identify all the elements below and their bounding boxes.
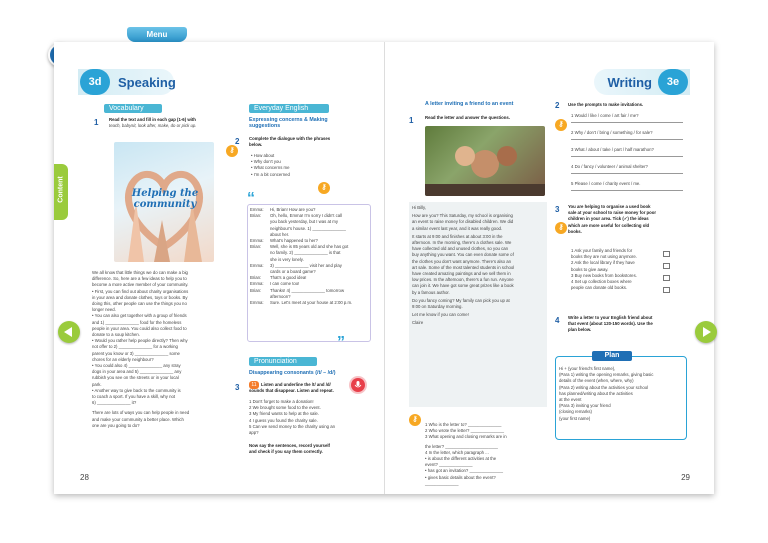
pronunciation-sentences: 1 Don't forget to make a donation! 2 We brought some food to the event. 3 My friend wants to help at the sale. 4 I guess you found the charity sale. 5 Can we send money to the charity using an app? [249, 399, 335, 436]
letter-subhead: A letter inviting a friend to an event [425, 101, 514, 107]
dialogue-text: Hi, Brian! How are you? [270, 207, 316, 212]
next-page-button[interactable] [695, 321, 717, 343]
dialogue-text: afternoon? [270, 293, 291, 299]
prompt-item: 4 Do / fancy / volunteer / animal shelter? [571, 164, 648, 169]
phrase-options: • How about • Why don't you • What concerns me • I'm a bit concerned [251, 153, 290, 177]
question-line: • is about the different activities at the [425, 456, 497, 462]
dialogue-text: you back yesterday, but I was at my [270, 219, 338, 225]
letter-line: low prices. In the afternoon, there's a fun run. Anyone [412, 277, 514, 283]
plan-line: (Para 3) inviting your friend [559, 403, 611, 409]
plan-line: at the event [559, 397, 582, 403]
letter-line: Do you fancy coming? My family can pick you up at [412, 297, 510, 303]
idea-list: 1 Ask your family and friends for books they are not using anymore. 2 Ask the local library if they have books to give away. 3 Buy new books from bookstores. 4 Set up collection boxes where people can donate old books. [571, 248, 637, 291]
image-caption: Helping the community [131, 188, 199, 210]
dialogue-text: Well, she is 85 years old and she has got [270, 244, 349, 250]
plan-line: Hi + (your friend's first name), [559, 366, 616, 371]
dialogue-text: What's happened to her? [270, 238, 318, 244]
left-page [54, 42, 384, 494]
microphone-icon [351, 378, 365, 392]
task-number: 2 [555, 101, 560, 110]
key-icon[interactable]: ⚷ [226, 145, 238, 157]
dialogue-text: neighbour's house. 1) ______________ [270, 225, 346, 231]
unit-badge: 3d [80, 69, 110, 95]
unit-badge: 3e [658, 69, 688, 95]
dialogue-text: Sure. Let's meet at your house at 2:00 p.m. [270, 300, 353, 306]
friends-photo [425, 126, 545, 196]
letter-line: the clothes you don't want anymore. There's also an [412, 258, 512, 264]
task-instruction: Complete the dialogue with the phrases [249, 136, 331, 141]
vocabulary-text: We all know that little things we do can make a big difference. So, here are a few ideas to help you to become a more active member of your community. • First, you can find out about charity organisations in your area and donate clothes, toys or books. By doing this, other people can use the things you no longer need. • You can also get together with a group of friends and 1) ______________ food for the homeless people in your area. You could also collect food to donate to a soup kitchen. • Would you rather help people directly? Then why not offer to 2) ______________ for a working parent you know or 3) ______________ some chores for an elderly neighbour? • You could also 4) ______________ any stray dogs in your area and 5) ______________ any rubbish you see on the streets or in your local park. • Another way to give back to the community is to coach a sport. If you have a skill, why not 6) ______________ it? There are lots of ways you can help people in need and make your community a better place. Which one are you going to do? [92, 270, 190, 428]
right-page [384, 42, 714, 494]
dialogue-text: Oh, hello, Emma! I'm sorry I didn't call [270, 213, 343, 219]
dialogue-text: she is very lonely. [270, 256, 304, 262]
letter-line: How are you? This Saturday, my school is organising [412, 213, 513, 219]
letter-line: 9:00 on Saturday morning. [412, 304, 463, 310]
record-button[interactable] [351, 378, 365, 392]
record-note: Now say the sentences, record yourself [249, 443, 330, 448]
task-instruction-2: sounds that disappear. Listen and repeat. [249, 388, 334, 393]
task-instruction: Use the prompts to make invitations. [568, 102, 644, 107]
dialogue-text: no family. 2) ______________ is that [270, 250, 341, 256]
key-icon[interactable]: ⚷ [555, 119, 567, 131]
book-spread [54, 42, 714, 494]
prompt-item: 2 Why / don't / bring / something / for sale? [571, 130, 653, 135]
dialogue-speaker: Emma: [250, 281, 264, 287]
answer-line [571, 139, 683, 140]
audio-track-icon[interactable]: 11 [249, 381, 259, 389]
letter-questions [425, 422, 507, 487]
dialogue-speaker: Brian: [250, 275, 262, 281]
answer-line [571, 190, 683, 191]
letter-line: art sale. Some of the most talented students in school [412, 264, 515, 270]
question-line: ______________ [425, 480, 459, 486]
quote-open-icon: “ [247, 190, 255, 207]
letter-line: Claire [412, 320, 424, 326]
dialogue-text: about her. [270, 231, 290, 237]
prompt-item: 3 What / about / take / part / half marathon? [571, 147, 654, 152]
letter-line: buy anything you want. You can even donate some of [412, 252, 514, 258]
letter-line: It starts at 9:00 and finishes at about 3:00 in the [412, 233, 503, 239]
letter-line: Hi Billy, [412, 205, 427, 210]
english-subhead: Expressing concerns & Making [249, 117, 328, 123]
letter-line: by a famous author. [412, 289, 450, 295]
community-image [114, 142, 214, 262]
dialogue-text: cards or a board game? [270, 269, 316, 275]
task-instruction: Read the text and fill in each gap (1-6) with [109, 117, 196, 122]
question-line: 4 In the letter, which paragraph ... [425, 449, 489, 455]
vocabulary-head: Vocabulary [104, 104, 162, 113]
plan-box [555, 352, 687, 440]
record-note-2: and check if you say them correctly. [249, 449, 323, 454]
key-icon[interactable]: ⚷ [409, 414, 421, 426]
key-icon[interactable]: ⚷ [318, 182, 330, 194]
task-number: 3 [235, 383, 240, 392]
tick-box-1[interactable] [663, 251, 670, 257]
prompt-item: 5 Please / come / charity event / me. [571, 181, 641, 186]
dialogue-text: 3) ______________ visit her and play [270, 262, 342, 268]
letter-line: an event to raise money for disabled children. We did [412, 219, 514, 225]
dialogue-speaker: Brian: [250, 213, 262, 219]
dialogue-speaker: Emma: [250, 238, 264, 244]
task-instruction: Write a letter to your English friend about that event (about 120-150 words). Use the plan below. [568, 315, 653, 333]
plan-line: (Para 2) writing about the activities your school [559, 384, 649, 390]
task-instruction: Listen and underline the /t/ and /d/ [261, 382, 331, 387]
dialogue-text: Thanks! 4) ______________ tomorrow [270, 287, 345, 293]
dialogue-text: I can come too! [270, 281, 300, 287]
letter-line: Let me know if you can come! [412, 312, 469, 318]
task-number: 1 [94, 118, 99, 127]
answer-line [571, 122, 683, 123]
letter-line: have collected old and unused clothes, so you can [412, 246, 509, 252]
dialogue-speaker: Emma: [250, 300, 264, 306]
task-number: 2 [235, 137, 240, 146]
english-subhead-2: suggestions [249, 123, 281, 129]
dialogue-speaker: Brian: [250, 287, 262, 293]
task-instruction-2: below. [249, 142, 263, 147]
tick-box-4[interactable] [663, 287, 670, 293]
pronunciation-head: Pronunciation [249, 357, 317, 366]
task-instruction-words: teach, babysit, look after, make, do or pick up. [109, 123, 197, 128]
prompt-item: 1 Would / like / come / art fair / me? [571, 113, 639, 118]
question-line: 1 Who is the letter to? ______________ [425, 422, 502, 427]
tick-box-2[interactable] [663, 263, 670, 269]
dialogue-speaker: Emma: [250, 207, 264, 212]
page-number: 28 [80, 473, 89, 482]
answer-line [571, 156, 683, 157]
plan-line: (closing remarks) [559, 409, 592, 415]
pronunciation-subhead: Disappearing consonants (/t/ – /d/) [249, 370, 336, 376]
question-line: 3 What opening and closing remarks are in [425, 434, 507, 440]
letter-line: afternoon. In the morning, there's a clothes sale. We [412, 240, 512, 246]
plan-head: Plan [592, 351, 632, 361]
everyday-english-head: Everyday English [249, 104, 329, 113]
letter-line: can join it. We have got some great prizes like a book [412, 283, 514, 289]
question-line: • has got an invitation? ______________ [425, 468, 503, 474]
menu-button[interactable]: Menu [127, 27, 187, 42]
dialogue-box [247, 204, 371, 342]
content-tab-label: Content [57, 176, 65, 203]
section-title: Writing [607, 75, 652, 90]
plan-line: (Para 1) writing the opening remarks, giving basic [559, 372, 654, 378]
question-line: • gives basic details about the event? [425, 474, 496, 480]
dialogue-text: That's a good idea! [270, 275, 307, 281]
key-icon[interactable]: ⚷ [555, 222, 567, 234]
section-title: Speaking [118, 75, 176, 90]
previous-page-button[interactable] [58, 321, 80, 343]
dialogue-speaker: Emma: [250, 262, 264, 268]
question-line: event? ______________ [425, 462, 473, 468]
letter-box [409, 202, 547, 407]
plan-line: details of the event (when, where, why) [559, 378, 634, 384]
answer-line [571, 173, 683, 174]
dialogue-line [250, 300, 370, 306]
letter-line: a similar event last year, and it was really good. [412, 225, 503, 231]
question-line: the letter? ______________________ [425, 443, 498, 449]
question-line: 2 Who wrote the letter? ______________ [425, 428, 505, 434]
task-instruction: You are helping to organise a used book sale at your school to raise money for poor children in your area. Tick (✓) the ideas which are more useful for collecting old books. [568, 204, 657, 234]
task-number: 3 [555, 205, 560, 214]
plan-line: has planned/writing about the activities [559, 390, 633, 396]
task-instruction: Read the letter and answer the questions. [425, 115, 511, 120]
letter-line: have created amazing paintings and we sell them in [412, 271, 511, 277]
task-number: 4 [555, 316, 560, 325]
quote-close-icon: ” [337, 334, 345, 351]
content-tab[interactable] [54, 164, 68, 220]
page-number: 29 [681, 473, 690, 482]
dialogue-speaker: Brian: [250, 244, 262, 250]
task-number: 1 [409, 116, 414, 125]
tick-box-3[interactable] [663, 275, 670, 281]
plan-line: (your first name) [559, 415, 591, 421]
